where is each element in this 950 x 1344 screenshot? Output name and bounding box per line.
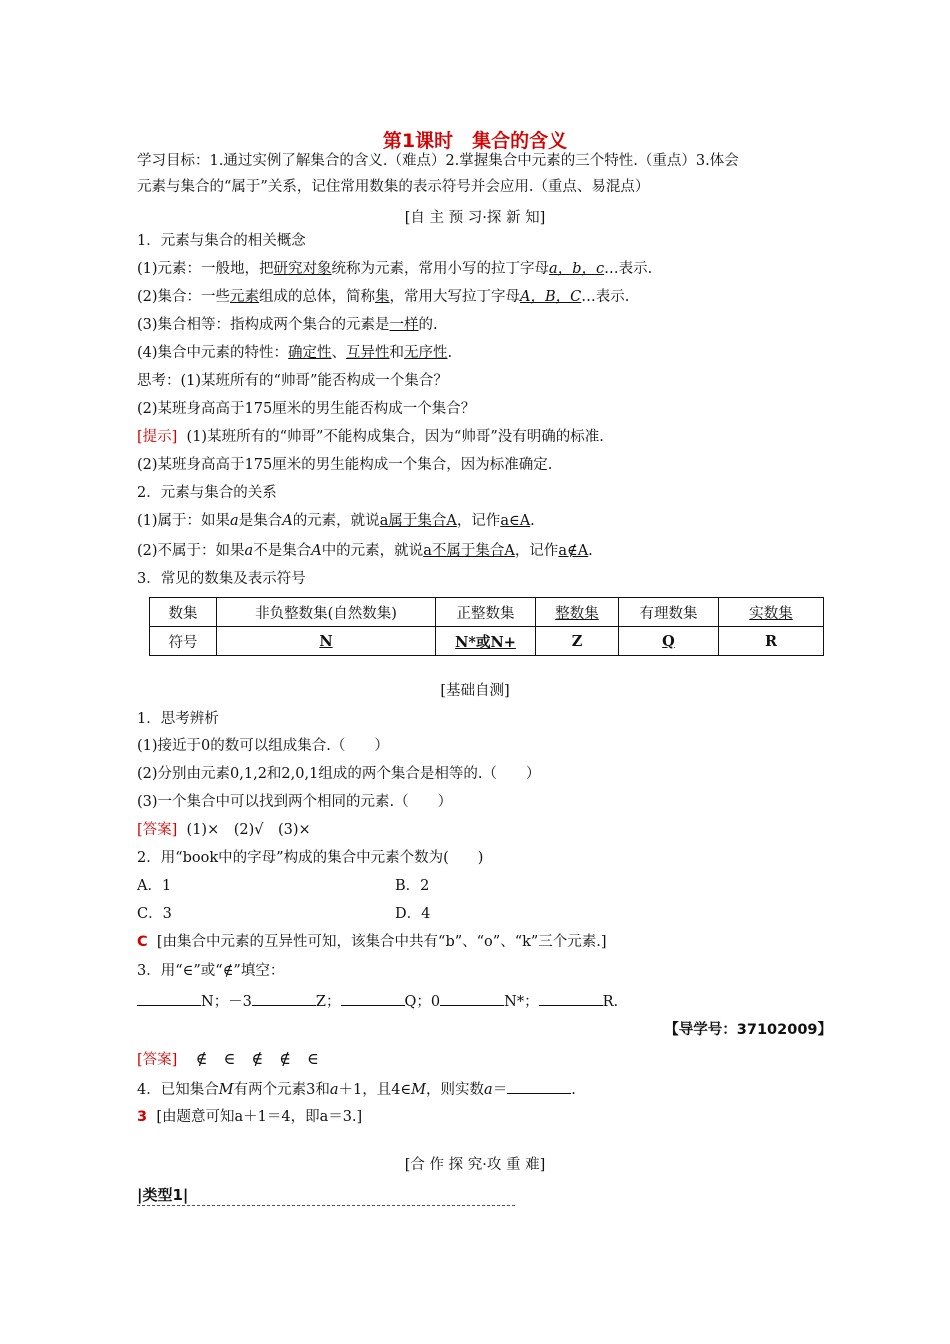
- question-1: 1．思考辨析: [137, 711, 219, 727]
- question-3-blanks: N；－3 Z； Q；0 N*； R.: [137, 990, 618, 1013]
- option-d: D．4: [395, 906, 431, 922]
- table-cell: Z: [536, 627, 619, 656]
- relation-belongs: (1)属于：如果a是集合A的元素，就说a属于集合A，记作a∈A.: [137, 513, 535, 529]
- number-set-table: [149, 597, 824, 656]
- dashed-divider: [137, 1205, 515, 1206]
- table-cell: 数集: [150, 598, 217, 627]
- hint-tag: [提示]: [137, 429, 178, 445]
- type-label: |类型1|: [137, 1186, 189, 1204]
- think-question-2: (2)某班身高高于175厘米的男生能否构成一个集合？: [137, 401, 476, 417]
- table-cell: 整数集: [536, 598, 619, 627]
- table-cell: 非负整数集(自然数集): [217, 598, 436, 627]
- section-heading-explore: [合 作 探 究·攻 重 难]: [404, 1157, 546, 1173]
- heading-relations: 2．元素与集合的关系: [137, 485, 277, 501]
- hint-line-1: [提示] (1)某班所有的“帅哥”不能构成集合，因为“帅哥”没有明确的标准.: [137, 429, 604, 445]
- table-row: [150, 598, 824, 627]
- reference-number: 【导学号：37102009】: [664, 1022, 832, 1038]
- objectives-line-1: 学习目标：1.通过实例了解集合的含义.（难点）2.掌握集合中元素的三个特性.（重点）3.体会: [137, 153, 739, 169]
- table-cell: N: [217, 627, 436, 656]
- section-heading-selftest: [基础自测]: [440, 683, 510, 699]
- option-c: C．3: [137, 906, 172, 922]
- question-1b: (2)分别由元素0,1,2和2,0,1组成的两个集合是相等的.（ ）: [137, 766, 541, 782]
- table-cell: 有理数集: [619, 598, 719, 627]
- table-cell: 正整数集: [436, 598, 536, 627]
- table-row: [150, 627, 824, 656]
- page-title: 第1课时 集合的含义: [382, 130, 568, 152]
- objectives-line-2: 元素与集合的“属于”关系，记住常用数集的表示符号并会应用.（重点、易混点）: [137, 179, 650, 195]
- table-cell: N*或N+: [436, 627, 536, 656]
- question-2: 2．用“book中的字母”构成的集合中元素个数为( ): [137, 850, 484, 866]
- question-3: 3．用“∈”或“∉”填空：: [137, 963, 285, 979]
- table-cell: R: [719, 627, 824, 656]
- table-cell: 实数集: [719, 598, 824, 627]
- answer-1: [答案] (1)× (2)√ (3)×: [137, 822, 311, 838]
- answer-4: 3 [由题意可知a＋1＝4，即a＝3.]: [137, 1109, 363, 1125]
- answer-2: C [由集合中元素的互异性可知，该集合中共有“b”、“o”、“k”三个元素.]: [137, 934, 607, 950]
- concept-set-equal: (3)集合相等：指构成两个集合的元素是一样的.: [137, 317, 438, 333]
- relation-not-belongs: (2)不属于：如果a不是集合A中的元素，就说a不属于集合A，记作a∉A.: [137, 543, 593, 559]
- concept-element: (1)元素：一般地，把研究对象统称为元素，常用小写的拉丁字母a，b，c…表示.: [137, 261, 653, 277]
- section-heading-preview: [自 主 预 习·探 新 知]: [404, 210, 546, 226]
- hint-line-2: (2)某班身高高于175厘米的男生能构成一个集合，因为标准确定.: [137, 457, 553, 473]
- table-cell: 符号: [150, 627, 217, 656]
- heading-number-sets: 3．常见的数集及表示符号: [137, 571, 306, 587]
- answer-3: [答案] ∉ ∈ ∉ ∉ ∈: [137, 1049, 319, 1068]
- option-b: B．2: [395, 878, 430, 894]
- question-1c: (3)一个集合中可以找到两个相同的元素.（ ）: [137, 794, 453, 810]
- concept-properties: (4)集合中元素的特性：确定性、互异性和无序性.: [137, 345, 453, 361]
- answer-tag: [答案]: [137, 822, 178, 838]
- question-4: 4．已知集合M有两个元素3和a＋1，且4∈M，则实数a＝ .: [137, 1078, 576, 1101]
- think-question-1: 思考：(1)某班所有的“帅哥”能否构成一个集合？: [137, 373, 448, 389]
- table-cell: Q: [619, 627, 719, 656]
- option-a: A．1: [137, 878, 172, 894]
- heading-concepts: 1．元素与集合的相关概念: [137, 233, 306, 249]
- concept-set: (2)集合：一些元素组成的总体，简称集，常用大写拉丁字母A，B，C…表示.: [137, 289, 630, 305]
- question-1a: (1)接近于0的数可以组成集合.（ ）: [137, 738, 389, 754]
